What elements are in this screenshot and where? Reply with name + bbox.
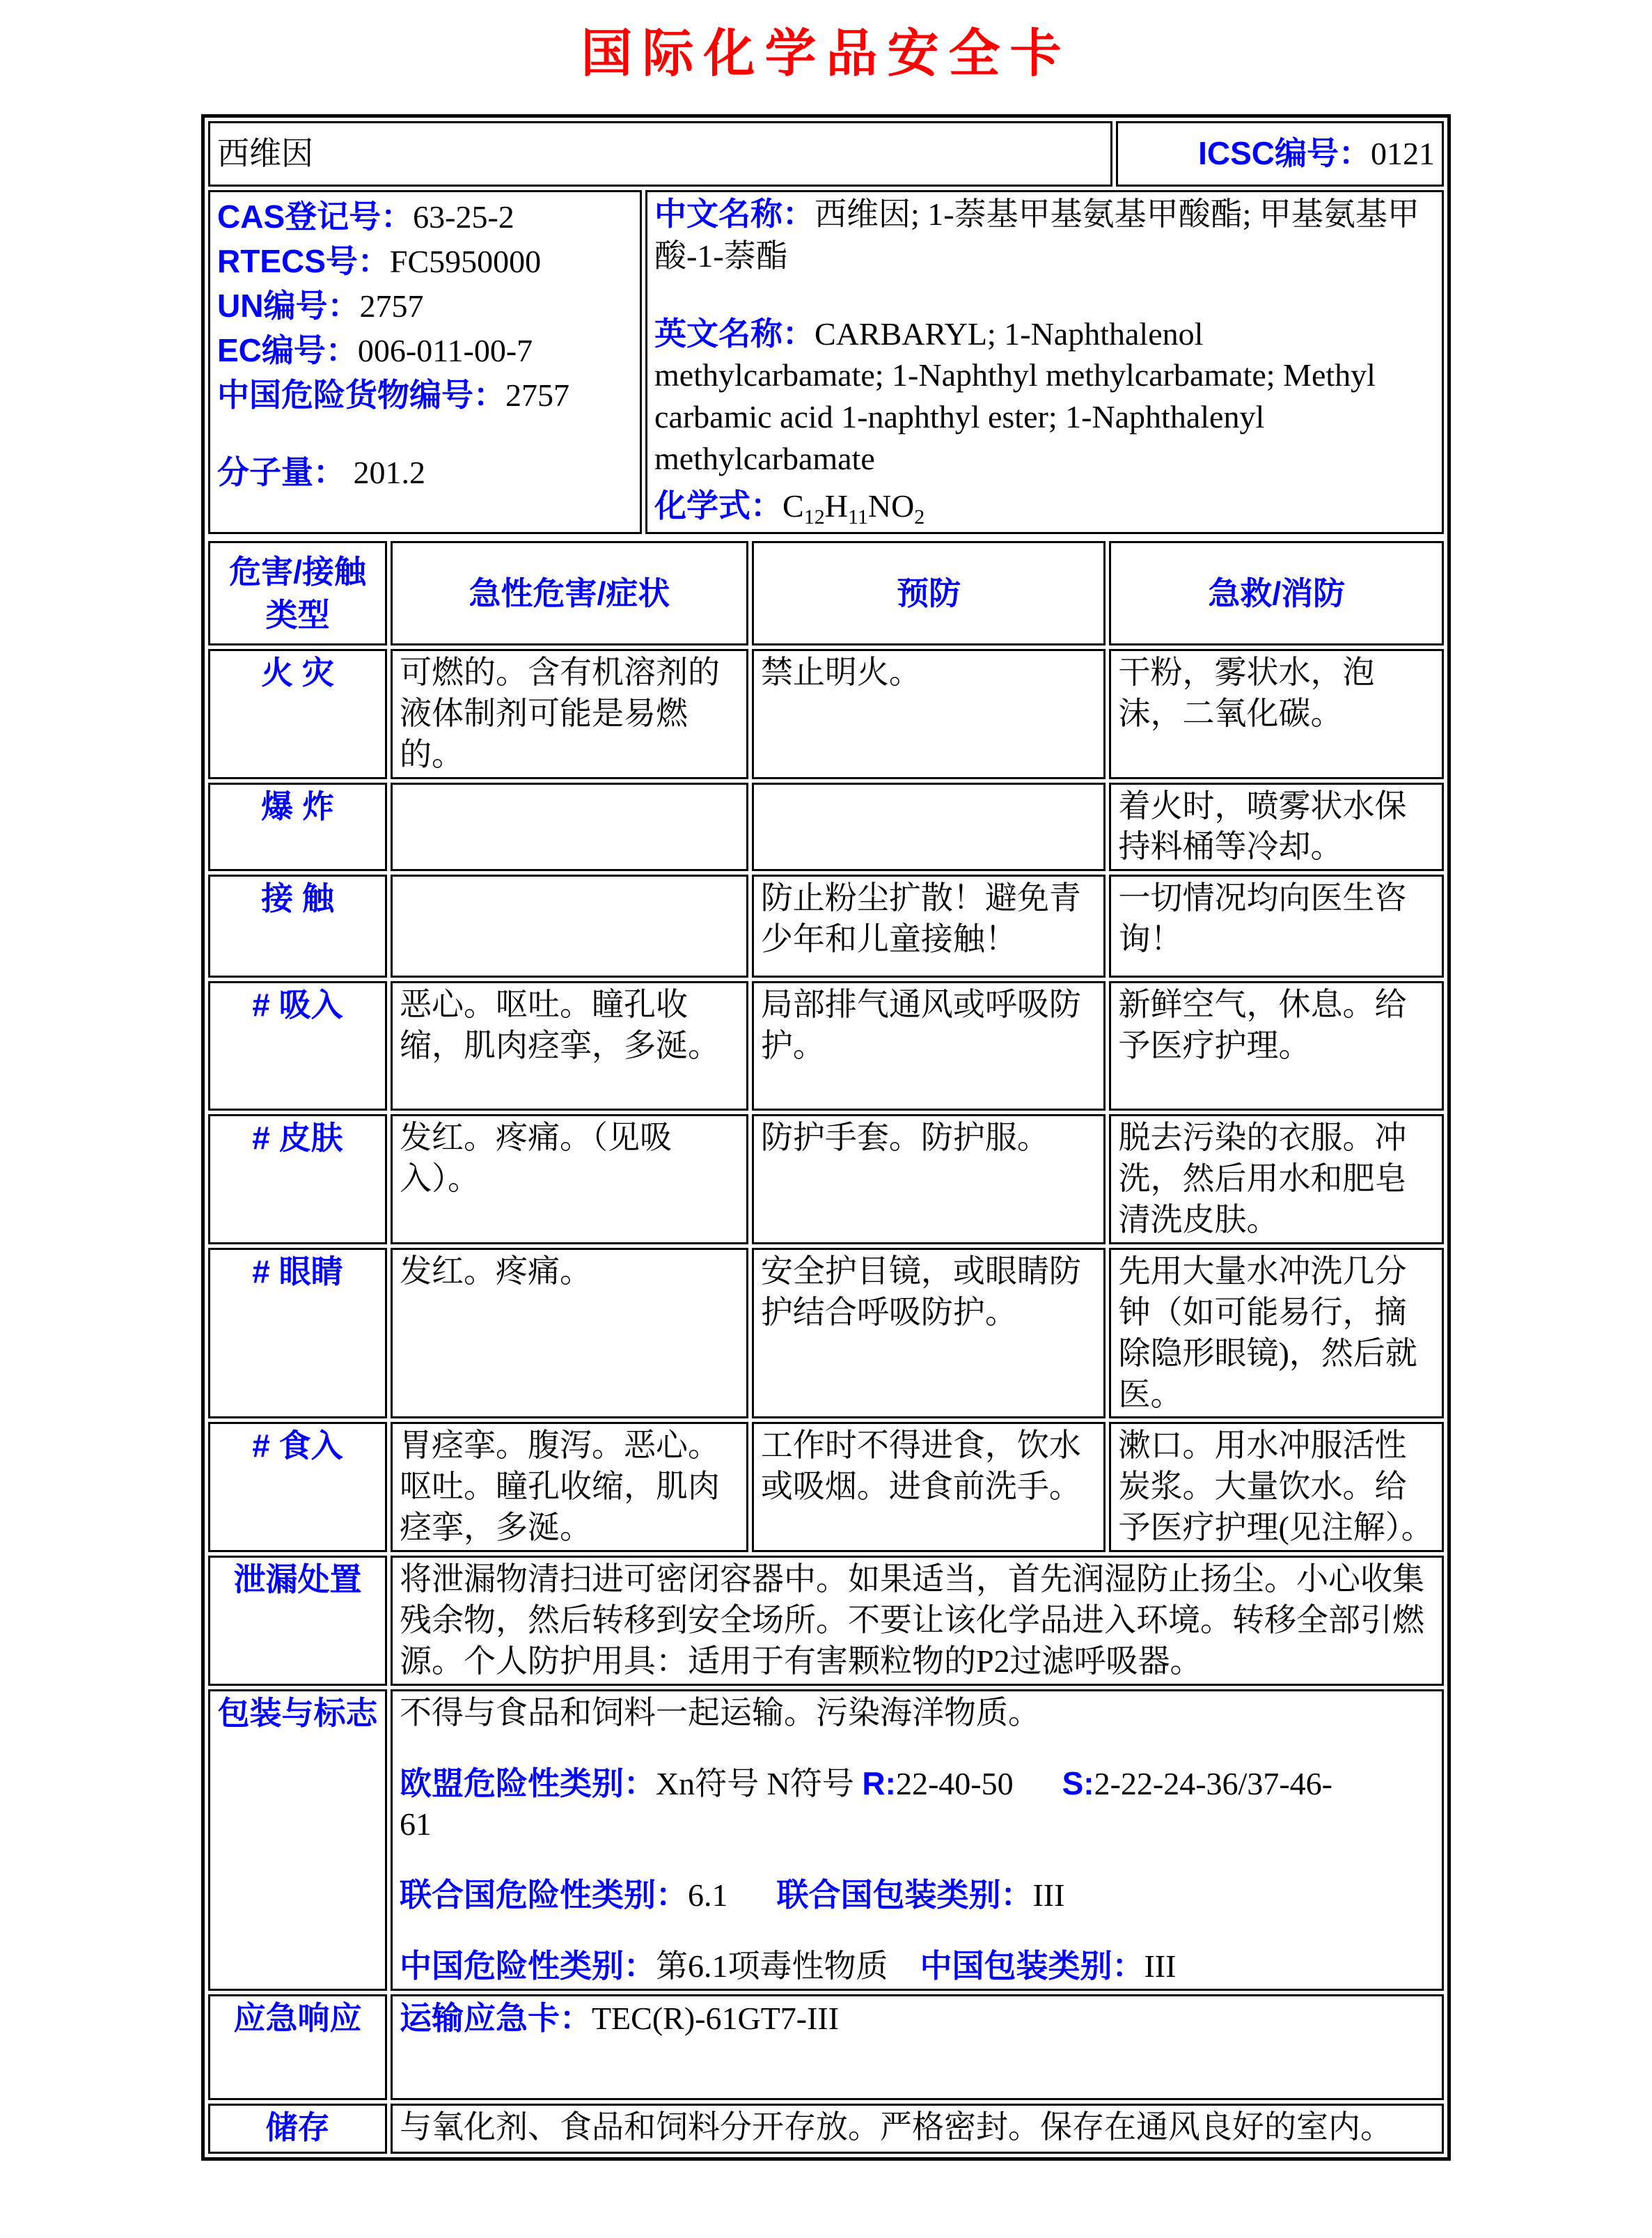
skin-prevention: 防护手套。防护服。 [752,1114,1106,1244]
eyes-prevention: 安全护目镜，或眼睛防护结合呼吸防护。 [752,1248,1106,1419]
eu-s-phrase-overflow: 61 [399,1806,432,1842]
spill-disposal-label: 泄漏处置 [208,1556,387,1686]
rtecs-number-line: RTECS号：FC5950000 [217,242,542,279]
exposure-symptoms [391,875,748,978]
fire-first-aid: 干粉，雾状水，泡沫，二氧化碳。 [1109,649,1444,779]
spill-disposal-text: 将泄漏物清扫进可密闭容器中。如果适当，首先润湿防止扬尘。小心收集残余物，然后转移到安全场所。不要让该化学品进入环境。转移全部引燃源。个人防护用具：适用于有害颗粒物的P2过滤呼吸器。 [391,1556,1444,1686]
china-class-line: 中国危险性类别：第6.1项毒性物质 中国包装类别：III [399,1948,1177,1985]
inhalation-symptoms: 恶心。呕吐。瞳孔收缩，肌肉痉挛，多涎。 [391,981,748,1111]
packaging-labelling-row [208,1689,1444,1991]
ingestion-row [208,1422,1444,1552]
header-first-aid: 急救/消防 [1109,541,1444,645]
transport-emergency-card-value: TEC(R)-61GT7-III [591,2001,840,2037]
explosion-symptoms [391,783,748,872]
eyes-first-aid: 先用大量水冲洗几分钟（如可能易行，摘除隐形眼镜)，然后就医。 [1109,1248,1444,1419]
ingestion-prevention: 工作时不得进食，饮水或吸烟。进食前洗手。 [752,1422,1106,1552]
storage-label: 储存 [208,2104,387,2154]
un-class-line: 联合国危险性类别：6.1 联合国包装类别：III [399,1877,1065,1914]
packaging-labelling-content [391,1689,1444,1991]
packaging-transport-note: 不得与食品和饲料一起运输。污染海洋物质。 [399,1694,1040,1730]
fire-row [208,649,1444,779]
safety-card [201,114,1451,2161]
header-prevention: 预防 [752,541,1106,645]
ingestion-first-aid: 漱口。用水冲服活性炭浆。大量饮水。给予医疗护理(见注解）。 [1109,1422,1444,1552]
chemical-formula-line: 化学式：$C_{12}H_{11}NO_2$ [654,487,925,529]
cas-number-line: CAS登记号：63-25-2 [217,198,514,235]
chemical-names-cell [645,190,1444,534]
inhalation-row [208,981,1444,1111]
icsc-value: 0121 [1371,136,1435,172]
china-dangerous-goods-number-line: 中国危险货物编号：2757 [217,376,569,413]
inhalation-prevention: 局部排气通风或呼吸防护。 [752,981,1106,1111]
storage-text: 与氧化剂、食品和饲料分开存放。严格密封。保存在通风良好的室内。 [391,2104,1444,2154]
eyes-symptoms: 发红。疼痛。 [391,1248,748,1419]
emergency-response-row [208,1994,1444,2100]
exposure-row [208,875,1444,978]
fire-prevention: 禁止明火。 [752,649,1106,779]
substance-name: 西维因 [217,135,313,171]
inhalation-first-aid: 新鲜空气，休息。给予医疗护理。 [1109,981,1444,1111]
substance-header-row [208,121,1444,187]
substance-name-cell [208,121,1112,187]
ingestion-symptoms: 胃痉挛。腹泻。恶心。呕吐。瞳孔收缩，肌肉痉挛，多涎。 [391,1422,748,1552]
exposure-first-aid: 一切情况均向医生咨询！ [1109,875,1444,978]
page-title: 国际化学品安全卡 [581,24,1071,82]
hazard-table [205,538,1447,2157]
inhalation-label: # 吸入 [208,981,387,1111]
hazard-table-header-row [208,541,1444,645]
un-number-line: UN编号：2757 [217,287,424,324]
identification-table [205,118,1447,538]
chinese-name-line: 中文名称：西维因; 1-萘基甲基氨基甲酸酯; 甲基氨基甲酸-1-萘酯 [654,196,1419,274]
exposure-prevention: 防止粉尘扩散！避免青少年和儿童接触！ [752,875,1106,978]
identifiers-row [208,190,1444,534]
skin-row [208,1114,1444,1244]
eu-hazard-class-line: 欧盟危险性类别：Xn符号 N符号 R:22-40-50 S:2-22-24-36/37-46- 61 [399,1764,1332,1842]
fire-symptoms: 可燃的。含有机溶剂的液体制剂可能是易燃的。 [391,649,748,779]
explosion-prevention [752,783,1106,872]
fire-label: 火 灾 [208,649,387,779]
spill-disposal-row [208,1556,1444,1686]
english-name-line: 英文名称：CARBARYL; 1-Naphthalenol methylcarbamate; 1-Naphthyl methylcarbamate; Methyl carbamic acid 1-naphthyl ester; 1-Naphthalenyl methylcarbamate [654,315,1376,476]
ingestion-label: # 食入 [208,1422,387,1552]
header-acute-symptoms: 急性危害/症状 [391,541,748,645]
skin-first-aid: 脱去污染的衣服。冲洗，然后用水和肥皂清洗皮肤。 [1109,1114,1444,1244]
packaging-labelling-label: 包装与标志 [208,1689,387,1991]
icsc-number-cell [1116,121,1444,187]
explosion-label: 爆 炸 [208,783,387,872]
skin-label: # 皮肤 [208,1114,387,1244]
exposure-label: 接 触 [208,875,387,978]
explosion-first-aid: 着火时，喷雾状水保持料桶等冷却。 [1109,783,1444,872]
transport-emergency-card-label: 运输应急卡： [399,2000,592,2037]
skin-symptoms: 发红。疼痛。（见吸入）。 [391,1114,748,1244]
header-hazard-type: 危害/接触 类型 [208,541,387,645]
explosion-row [208,783,1444,872]
eyes-label: # 眼睛 [208,1248,387,1419]
icsc-label: ICSC编号： [1198,135,1371,172]
registry-numbers-cell [208,190,642,534]
eyes-row [208,1248,1444,1419]
molecular-weight-line: 分子量： 201.2 [217,454,425,491]
ec-number-line: EC编号：006-011-00-7 [217,331,533,368]
storage-row [208,2104,1444,2154]
emergency-response-content [391,1994,1444,2100]
emergency-response-label: 应急响应 [208,1994,387,2100]
